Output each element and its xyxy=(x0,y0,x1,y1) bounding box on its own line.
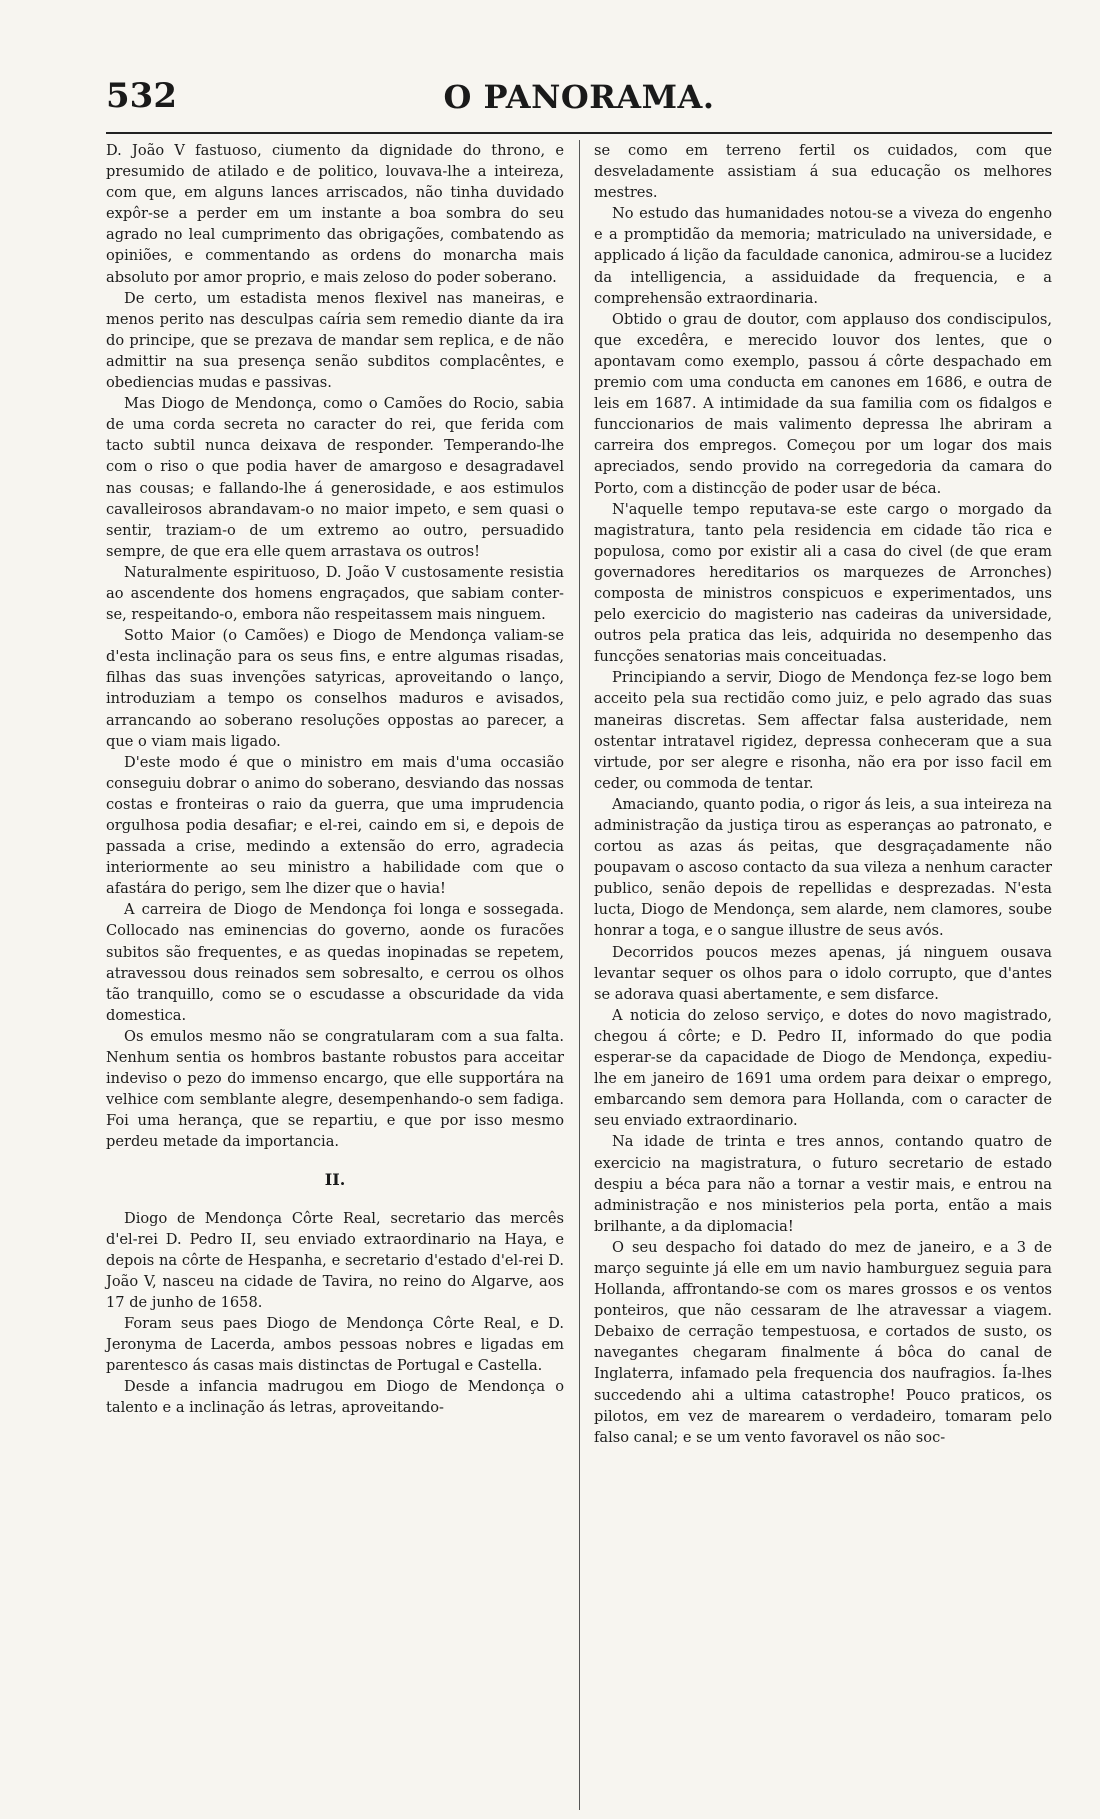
paragraph: Sotto Maior (o Camões) e Diogo de Mendonça valiam-se d'esta inclinação para os seus fins, e entre algumas risadas, filhas das suas invenções satyricas, aproveitando o lanço, introduziam a tempo os conselhos maduros e avisados, arrancando ao soberano resoluções oppostas ao parecer, a que o viam mais ligado. xyxy=(106,627,564,750)
paragraph: Decorridos poucos mezes apenas, já ninguem ousava levantar sequer os olhos para o idolo corrupto, que d'antes se adorava quasi abertamente, e sem disfarce. xyxy=(594,943,1052,1003)
paragraph: A carreira de Diogo de Mendonça foi longa e sossegada. Collocado nas eminencias do governo, aonde os furacões subitos são frequentes, e as quedas inopinadas se repetem, atravessou dous reinados sem sobresalto, e cerrou os olhos tão tranquillo, como se o escudasse a obscuridade da vida domestica. xyxy=(106,901,564,1024)
paragraph: Amaciando, quanto podia, o rigor ás leis, a sua inteireza na administração da justiça tirou as esperanças ao patronato, e cortou as azas ás peitas, que desgraçadamente não poupavam o ascoso contacto da sua vileza a nenhum caracter publico, senão depois de repellidas e desprezadas. N'esta lucta, Diogo de Mendonça, sem alarde, nem clamores, soube honrar a toga, e o sangue illustre de seus avós. xyxy=(594,795,1052,940)
paragraph: Principiando a servir, Diogo de Mendonça fez-se logo bem acceito pela sua rectidão como juiz, e pelo agrado das suas maneiras discretas. Sem affectar falsa austeridade, nem ostentar intratavel rigidez, depressa conheceram que a sua virtude, por ser alegre e risonha, não era por isso facil em ceder, ou commoda de tentar. xyxy=(594,669,1052,792)
paragraph: Desde a infancia madrugou em Diogo de Mendonça o talento e a inclinação ás letras, aproveitando- xyxy=(106,1378,564,1417)
right-column xyxy=(594,140,1052,1810)
paragraph: No estudo das humanidades notou-se a viveza do engenho e a promptidão da memoria; matriculado na universidade, e applicado á lição da faculdade canonica, admirou-se a lucidez da intelligencia, a assiduidade da frequencia, e a comprehensão extraordinaria. xyxy=(594,205,1052,307)
paragraph: Foram seus paes Diogo de Mendonça Côrte Real, e D. Jeronyma de Lacerda, ambos pessoas nobres e ligadas em parentesco ás casas mais distinctas de Portugal e Castella. xyxy=(106,1315,564,1375)
left-column xyxy=(106,140,564,1810)
paragraph: Na idade de trinta e tres annos, contando quatro de exercicio na magistratura, o futuro secretario de estado despiu a béca para não a tornar a vestir mais, e entrou na administração e nos ministerios pela porta, então a mais brilhante, a da diplomacia! xyxy=(594,1133,1052,1235)
section-heading: II. xyxy=(324,1169,346,1189)
paragraph: De certo, um estadista menos flexivel nas maneiras, e menos perito nas desculpas caíria sem remedio diante da ira do principe, que se prezava de mandar sem replica, e de não admittir na sua presença senão subditos complacêntes, e obediencias mudas e passivas. xyxy=(106,289,564,392)
paragraph: O seu despacho foi datado do mez de janeiro, e a 3 de março seguinte já elle em um navio hamburguez seguia para Hollanda, affrontando-se com os mares grossos e os ventos ponteiros, que não cessaram de lhe atravessar a viagem. Debaixo de cerração tempestuosa, e cortados de susto, os navegantes chegaram finalmente á bôca do canal de Inglaterra, infamado pela frequencia dos naufragios. Ía-lhes succedendo ahi a ultima catastrophe! Pouco praticos, os pilotos, em vez de marearem o verdadeiro, tomaram pelo falso canal; e se um vento favoravel os não soc- xyxy=(594,1238,1052,1446)
running-title: O PANORAMA. xyxy=(443,78,715,116)
column-divider xyxy=(579,140,580,1810)
paragraph: N'aquelle tempo reputava-se este cargo o morgado da magistratura, tanto pela residencia em cidade tão rica e populosa, como por existir ali a casa do civel (de que eram governadores hereditarios os marquezes de Arronches) composta de ministros conspicuos e experimentados, uns pelo exercicio do magisterio nas cadeiras da universidade, outros pela pratica das leis, adquirida no desempenho das funcções senatorias mais conceituadas. xyxy=(594,500,1052,666)
paragraph: A noticia do zeloso serviço, e dotes do novo magistrado, chegou á côrte; e D. Pedro II, informado do que podia esperar-se da capacidade de Diogo de Mendonça, expediu-lhe em janeiro de 1691 uma ordem para deixar o emprego, embarcando sem demora para Hollanda, com o caracter de seu enviado extraordinario. xyxy=(594,1006,1052,1130)
paragraph: se como em terreno fertil os cuidados, com que desveladamente assistiam á sua educação os melhores mestres. xyxy=(594,142,1052,202)
text-columns xyxy=(106,140,1052,1810)
paragraph: Obtido o grau de doutor, com applauso dos condiscipulos, que excedêra, e merecido louvor dos lentes, que o apontavam como exemplo, passou á côrte despachado em premio com uma conducta em canones em 1686, e outra de leis em 1687. A intimidade da sua familia com os fidalgos e funccionarios de mais valimento depressa lhe abriram a carreira dos empregos. Começou por um logar dos mais apreciados, sendo provido na corregedoria da camara do Porto, com a distincção de poder usar de béca. xyxy=(594,310,1052,497)
page-header xyxy=(106,70,1052,134)
paragraph: Mas Diogo de Mendonça, como o Camões do Rocio, sabia de uma corda secreta no caracter do rei, que ferida com tacto subtil nunca deixava de responder. Temperando-lhe com o riso o que podia haver de amargoso e desagradavel nas cousas; e fallando-lhe á generosidade, e aos estimulos cavalleirosos abrandavam-o no maior impeto, e sem quasi o sentir, traziam-o de um extremo ao outro, persuadido sempre, de que era elle quem arrastava os outros! xyxy=(106,395,564,560)
page-number: 532 xyxy=(106,76,177,116)
paragraph: Os emulos mesmo não se congratularam com a sua falta. Nenhum sentia os hombros bastante robustos para acceitar indeviso o pezo do immenso encargo, que elle supportára na velhice com semblante alegre, desempenhando-o sem fadiga. Foi uma herança, que se repartiu, e que por isso mesmo perdeu metade da importancia. xyxy=(106,1027,564,1151)
paragraph: Naturalmente espirituoso, D. João V custosamente resistia ao ascendente dos homens engraçados, que sabiam conter-se, respeitando-o, embora não respeitassem mais ninguem. xyxy=(106,563,564,624)
paragraph: D. João V fastuoso, ciumento da dignidade do throno, e presumido de atilado e de politico, louvava-lhe a inteireza, com que, em alguns lances arriscados, não tinha duvidado expôr-se a perder em um instante a boa sombra do seu agrado no leal cumprimento das obrigações, combatendo as opiniões, e commentando as ordens do monarcha mais absoluto por amor proprio, e mais zeloso do poder soberano. xyxy=(106,142,564,286)
paragraph: D'este modo é que o ministro em mais d'uma occasião conseguiu dobrar o animo do soberano, desviando das nossas costas e fronteiras o raio da guerra, que uma imprudencia orgulhosa podia desafiar; e el-rei, caindo em si, e depois de passada a crise, medindo a extensão do erro, agradecia interiormente ao seu ministro a habilidade com que o afastára do perigo, sem lhe dizer que o havia! xyxy=(106,753,564,898)
paragraph: Diogo de Mendonça Côrte Real, secretario das mercês d'el-rei D. Pedro II, seu enviado extraordinario na Haya, e depois na côrte de Hespanha, e secretario d'estado d'el-rei D. João V, nasceu na cidade de Tavira, no reino do Algarve, aos 17 de junho de 1658. xyxy=(106,1209,564,1311)
